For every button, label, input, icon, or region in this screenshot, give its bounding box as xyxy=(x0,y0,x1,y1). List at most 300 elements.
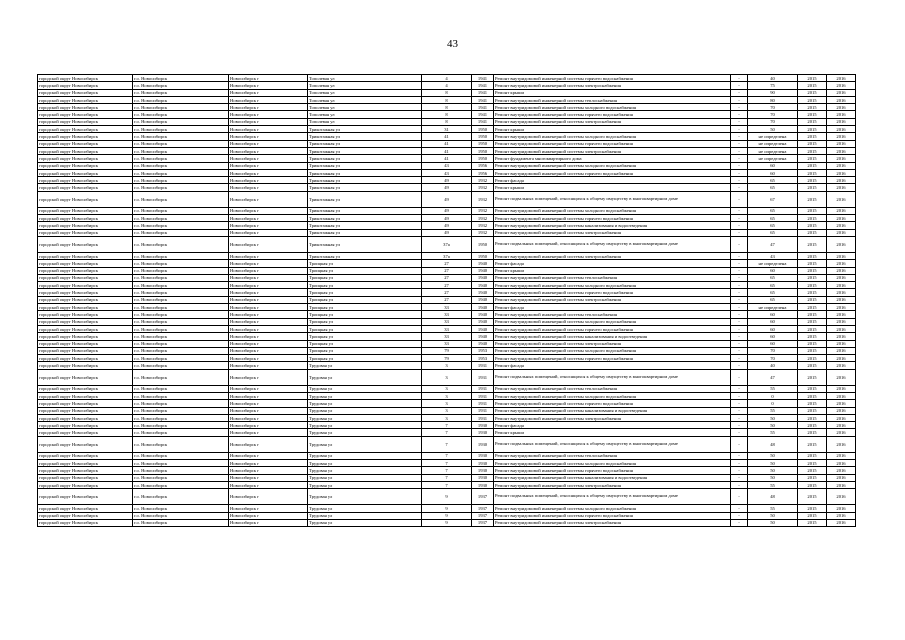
table-row xyxy=(38,118,856,125)
cell-year-end: 2016 xyxy=(827,392,856,399)
cell-year: 1953 xyxy=(472,347,494,354)
cell-year: 1956 xyxy=(472,169,494,176)
table-row xyxy=(38,111,856,118)
cell-okrug: городской округ Новосибирск xyxy=(38,111,133,118)
cell-year: 1941 xyxy=(472,118,494,125)
cell-house: 43 xyxy=(422,162,472,169)
cell-dash: - xyxy=(731,222,748,229)
cell-year-end: 2016 xyxy=(827,147,856,154)
table-row xyxy=(38,274,856,281)
cell-dash: - xyxy=(731,104,748,111)
cell-house: 7 xyxy=(422,452,472,459)
cell-year-end: 2016 xyxy=(827,140,856,147)
cell-district: г.о. Новосибирск xyxy=(133,505,229,512)
cell-city: Новосибирск г xyxy=(229,89,308,96)
cell-year-end: 2016 xyxy=(827,429,856,436)
cell-district: г.о. Новосибирск xyxy=(133,207,229,214)
cell-year-end: 2016 xyxy=(827,318,856,325)
cell-year-end: 2016 xyxy=(827,260,856,267)
cell-district: г.о. Новосибирск xyxy=(133,104,229,111)
cell-district: г.о. Новосибирск xyxy=(133,267,229,274)
cell-street: Трикотажная ул xyxy=(308,133,422,140)
cell-year: 1950 xyxy=(472,147,494,154)
table-row xyxy=(38,407,856,414)
cell-year-end: 2016 xyxy=(827,362,856,369)
cell-okrug: городской округ Новосибирск xyxy=(38,311,133,318)
cell-city: Новосибирск г xyxy=(229,155,308,162)
cell-year-end: 2016 xyxy=(827,467,856,474)
cell-house: 3 xyxy=(422,385,472,392)
cell-year-end: 2016 xyxy=(827,274,856,281)
cell-dash: - xyxy=(731,282,748,289)
cell-city: Новосибирск г xyxy=(229,140,308,147)
cell-house: 9 xyxy=(422,505,472,512)
cell-street: Трикотажная ул xyxy=(308,191,422,207)
cell-city: Новосибирск г xyxy=(229,333,308,340)
cell-value: 40 xyxy=(748,75,798,82)
cell-city: Новосибирск г xyxy=(229,191,308,207)
cell-value: 65 xyxy=(748,177,798,184)
cell-year-end: 2016 xyxy=(827,155,856,162)
cell-dash: - xyxy=(731,392,748,399)
cell-year-end: 2016 xyxy=(827,452,856,459)
cell-value: 60 xyxy=(748,325,798,332)
cell-year-end: 2016 xyxy=(827,311,856,318)
cell-year: 1940 xyxy=(472,311,494,318)
cell-year: 1932 xyxy=(472,222,494,229)
cell-work-type: Ремонт подвальных помещений, относящихся к общему имуществу в многоквартирном доме xyxy=(494,191,731,207)
cell-year-end: 2016 xyxy=(827,505,856,512)
cell-year-start: 2015 xyxy=(798,414,827,421)
cell-okrug: городской округ Новосибирск xyxy=(38,75,133,82)
cell-street: Трудовая ул xyxy=(308,505,422,512)
cell-year-start: 2015 xyxy=(798,222,827,229)
cell-year: 1937 xyxy=(472,489,494,505)
cell-work-type: Ремонт внутридомовой инженерной системы горячего водоснабжения xyxy=(494,355,731,362)
cell-house: 3 xyxy=(422,392,472,399)
cell-house: 27 xyxy=(422,260,472,267)
cell-house: 7 xyxy=(422,474,472,481)
cell-city: Новосибирск г xyxy=(229,362,308,369)
cell-street: Троицкая ул xyxy=(308,267,422,274)
cell-city: Новосибирск г xyxy=(229,429,308,436)
cell-year-start: 2015 xyxy=(798,355,827,362)
cell-dash: - xyxy=(731,414,748,421)
cell-okrug: городской округ Новосибирск xyxy=(38,452,133,459)
cell-street: Трудовая ул xyxy=(308,362,422,369)
cell-value: 60 xyxy=(748,333,798,340)
table-row xyxy=(38,452,856,459)
table-row xyxy=(38,133,856,140)
cell-house: 79 xyxy=(422,347,472,354)
cell-okrug: городской округ Новосибирск xyxy=(38,215,133,222)
cell-house: 33 xyxy=(422,311,472,318)
cell-work-type: Ремонт внутридомовой инженерной системы холодного водоснабжения xyxy=(494,318,731,325)
cell-house: 27 xyxy=(422,267,472,274)
cell-okrug: городской округ Новосибирск xyxy=(38,177,133,184)
cell-work-type: Ремонт внутридомовой инженерной системы горячего водоснабжения xyxy=(494,111,731,118)
cell-year-start: 2015 xyxy=(798,422,827,429)
cell-district: г.о. Новосибирск xyxy=(133,481,229,488)
cell-value: 50 xyxy=(748,460,798,467)
cell-house: 33 xyxy=(422,333,472,340)
cell-value: 50 xyxy=(748,452,798,459)
cell-house: 8 xyxy=(422,118,472,125)
cell-work-type: Ремонт крыши xyxy=(494,267,731,274)
cell-city: Новосибирск г xyxy=(229,392,308,399)
cell-house: 49 xyxy=(422,222,472,229)
cell-house: 9 xyxy=(422,512,472,519)
cell-work-type: Ремонт внутридомовой инженерной системы горячего водоснабжения xyxy=(494,467,731,474)
cell-year-end: 2016 xyxy=(827,104,856,111)
cell-year-start: 2015 xyxy=(798,133,827,140)
cell-year-end: 2016 xyxy=(827,340,856,347)
cell-okrug: городской округ Новосибирск xyxy=(38,252,133,259)
cell-work-type: Ремонт внутридомовой инженерной системы теплоснабжения xyxy=(494,452,731,459)
table-row xyxy=(38,512,856,519)
cell-value: 65 xyxy=(748,289,798,296)
cell-district: г.о. Новосибирск xyxy=(133,489,229,505)
cell-dash: - xyxy=(731,169,748,176)
cell-house: 3 xyxy=(422,407,472,414)
cell-house: 7 xyxy=(422,436,472,452)
cell-year-end: 2016 xyxy=(827,177,856,184)
cell-city: Новосибирск г xyxy=(229,311,308,318)
cell-house: 27 xyxy=(422,296,472,303)
cell-year-end: 2016 xyxy=(827,282,856,289)
cell-street: Трикотажная ул xyxy=(308,222,422,229)
cell-city: Новосибирск г xyxy=(229,282,308,289)
cell-district: г.о. Новосибирск xyxy=(133,184,229,191)
cell-work-type: Ремонт внутридомовой инженерной системы холодного водоснабжения xyxy=(494,282,731,289)
cell-dash: - xyxy=(731,333,748,340)
cell-dash: - xyxy=(731,289,748,296)
cell-street: Тополевая ул xyxy=(308,75,422,82)
cell-house: 33 xyxy=(422,325,472,332)
cell-year-end: 2016 xyxy=(827,82,856,89)
cell-year: 1940 xyxy=(472,333,494,340)
cell-year-start: 2015 xyxy=(798,126,827,133)
cell-value: 60 xyxy=(748,162,798,169)
cell-year-start: 2015 xyxy=(798,460,827,467)
cell-city: Новосибирск г xyxy=(229,474,308,481)
table-row xyxy=(38,104,856,111)
table-row xyxy=(38,296,856,303)
table-row xyxy=(38,325,856,332)
cell-year: 1932 xyxy=(472,177,494,184)
cell-value: 60 xyxy=(748,311,798,318)
table-row xyxy=(38,369,856,385)
cell-okrug: городской округ Новосибирск xyxy=(38,140,133,147)
table-row xyxy=(38,267,856,274)
cell-city: Новосибирск г xyxy=(229,325,308,332)
cell-okrug: городской округ Новосибирск xyxy=(38,489,133,505)
cell-year-end: 2016 xyxy=(827,355,856,362)
cell-okrug: городской округ Новосибирск xyxy=(38,505,133,512)
cell-district: г.о. Новосибирск xyxy=(133,519,229,526)
table-row xyxy=(38,177,856,184)
cell-work-type: Ремонт внутридомовой инженерной системы электроснабжения xyxy=(494,147,731,154)
cell-year-end: 2016 xyxy=(827,236,856,252)
cell-okrug: городской округ Новосибирск xyxy=(38,392,133,399)
cell-street: Трикотажная ул xyxy=(308,215,422,222)
cell-city: Новосибирск г xyxy=(229,126,308,133)
cell-dash: - xyxy=(731,252,748,259)
cell-work-type: Ремонт подвальных помещений, относящихся к общему имуществу в многоквартирном доме xyxy=(494,236,731,252)
cell-house: 27 xyxy=(422,282,472,289)
cell-okrug: городской округ Новосибирск xyxy=(38,519,133,526)
cell-year: 1940 xyxy=(472,289,494,296)
cell-city: Новосибирск г xyxy=(229,169,308,176)
cell-district: г.о. Новосибирск xyxy=(133,436,229,452)
cell-value: 0 xyxy=(748,392,798,399)
cell-house: 27 xyxy=(422,289,472,296)
table-row xyxy=(38,318,856,325)
cell-year-start: 2015 xyxy=(798,362,827,369)
table-row xyxy=(38,429,856,436)
table-row xyxy=(38,392,856,399)
cell-work-type: Ремонт внутридомовой инженерной системы горячего водоснабжения xyxy=(494,169,731,176)
cell-street: Трудовая ул xyxy=(308,436,422,452)
cell-work-type: Ремонт внутридомовой инженерной системы электроснабжения xyxy=(494,229,731,236)
cell-value: 48 xyxy=(748,436,798,452)
cell-work-type: Ремонт внутридомовой инженерной системы холодного водоснабжения xyxy=(494,460,731,467)
cell-dash: - xyxy=(731,325,748,332)
cell-house: 7 xyxy=(422,467,472,474)
cell-work-type: Ремонт фасада xyxy=(494,422,731,429)
cell-dash: - xyxy=(731,75,748,82)
cell-house: 79 xyxy=(422,355,472,362)
cell-city: Новосибирск г xyxy=(229,260,308,267)
cell-street: Трудовая ул xyxy=(308,481,422,488)
cell-house: 9 xyxy=(422,489,472,505)
cell-year-end: 2016 xyxy=(827,96,856,103)
cell-work-type: Ремонт фасада xyxy=(494,304,731,311)
cell-work-type: Ремонт крыши xyxy=(494,126,731,133)
cell-work-type: Ремонт внутридомовой инженерной системы горячего водоснабжения xyxy=(494,140,731,147)
cell-year-end: 2016 xyxy=(827,111,856,118)
table-row xyxy=(38,89,856,96)
cell-value: 65 xyxy=(748,296,798,303)
cell-city: Новосибирск г xyxy=(229,133,308,140)
cell-city: Новосибирск г xyxy=(229,422,308,429)
cell-value: 65 xyxy=(748,207,798,214)
cell-city: Новосибирск г xyxy=(229,369,308,385)
table-row xyxy=(38,96,856,103)
table-row xyxy=(38,311,856,318)
cell-value: не определена xyxy=(748,155,798,162)
cell-year: 1940 xyxy=(472,325,494,332)
cell-year-end: 2016 xyxy=(827,118,856,125)
cell-dash: - xyxy=(731,436,748,452)
cell-work-type: Ремонт внутридомовой инженерной системы холодного водоснабжения xyxy=(494,162,731,169)
cell-work-type: Ремонт внутридомовой инженерной системы электроснабжения xyxy=(494,82,731,89)
cell-year: 1932 xyxy=(472,191,494,207)
cell-okrug: городской округ Новосибирск xyxy=(38,407,133,414)
table-row xyxy=(38,207,856,214)
cell-work-type: Ремонт внутридомовой инженерной системы электроснабжения xyxy=(494,481,731,488)
capital-repair-table xyxy=(37,74,856,527)
cell-year-start: 2015 xyxy=(798,236,827,252)
cell-value: 55 xyxy=(748,429,798,436)
cell-city: Новосибирск г xyxy=(229,118,308,125)
table-row xyxy=(38,460,856,467)
cell-okrug: городской округ Новосибирск xyxy=(38,155,133,162)
cell-okrug: городской округ Новосибирск xyxy=(38,333,133,340)
cell-dash: - xyxy=(731,369,748,385)
cell-city: Новосибирск г xyxy=(229,162,308,169)
cell-work-type: Ремонт подвальных помещений, относящихся к общему имуществу в многоквартирном доме xyxy=(494,436,731,452)
cell-year: 1937 xyxy=(472,505,494,512)
cell-year-start: 2015 xyxy=(798,147,827,154)
cell-year-start: 2015 xyxy=(798,400,827,407)
cell-year: 1940 xyxy=(472,282,494,289)
cell-district: г.о. Новосибирск xyxy=(133,407,229,414)
cell-work-type: Ремонт внутридомовой инженерной системы канализования и водоотведения xyxy=(494,474,731,481)
cell-work-type: Ремонт крыши xyxy=(494,429,731,436)
cell-year-end: 2016 xyxy=(827,169,856,176)
cell-year-start: 2015 xyxy=(798,474,827,481)
cell-district: г.о. Новосибирск xyxy=(133,274,229,281)
table-row xyxy=(38,400,856,407)
cell-year-end: 2016 xyxy=(827,184,856,191)
cell-city: Новосибирск г xyxy=(229,347,308,354)
cell-okrug: городской округ Новосибирск xyxy=(38,229,133,236)
cell-okrug: городской округ Новосибирск xyxy=(38,260,133,267)
cell-year: 1931 xyxy=(472,392,494,399)
cell-work-type: Ремонт внутридомовой инженерной системы холодного водоснабжения xyxy=(494,207,731,214)
cell-city: Новосибирск г xyxy=(229,355,308,362)
cell-value: 40 xyxy=(748,362,798,369)
cell-year-start: 2015 xyxy=(798,340,827,347)
cell-dash: - xyxy=(731,467,748,474)
cell-city: Новосибирск г xyxy=(229,296,308,303)
cell-dash: - xyxy=(731,452,748,459)
cell-okrug: городской округ Новосибирск xyxy=(38,467,133,474)
cell-year: 1930 xyxy=(472,474,494,481)
cell-district: г.о. Новосибирск xyxy=(133,304,229,311)
cell-value: не определена xyxy=(748,140,798,147)
cell-value: 65 xyxy=(748,282,798,289)
cell-dash: - xyxy=(731,126,748,133)
cell-year-start: 2015 xyxy=(798,333,827,340)
table-row xyxy=(38,289,856,296)
cell-year: 1937 xyxy=(472,519,494,526)
cell-city: Новосибирск г xyxy=(229,400,308,407)
cell-street: Трудовая ул xyxy=(308,512,422,519)
cell-year-end: 2016 xyxy=(827,267,856,274)
cell-city: Новосибирск г xyxy=(229,452,308,459)
cell-okrug: городской округ Новосибирск xyxy=(38,429,133,436)
cell-year: 1953 xyxy=(472,355,494,362)
cell-street: Трудовая ул xyxy=(308,407,422,414)
cell-city: Новосибирск г xyxy=(229,519,308,526)
cell-district: г.о. Новосибирск xyxy=(133,392,229,399)
cell-house: 33 xyxy=(422,304,472,311)
cell-year-start: 2015 xyxy=(798,155,827,162)
cell-year-start: 2015 xyxy=(798,96,827,103)
cell-house: 49 xyxy=(422,191,472,207)
cell-district: г.о. Новосибирск xyxy=(133,355,229,362)
cell-district: г.о. Новосибирск xyxy=(133,133,229,140)
cell-district: г.о. Новосибирск xyxy=(133,512,229,519)
cell-work-type: Ремонт внутридомовой инженерной системы горячего водоснабжения xyxy=(494,512,731,519)
cell-house: 7 xyxy=(422,429,472,436)
cell-street: Трикотажная ул xyxy=(308,229,422,236)
cell-okrug: городской округ Новосибирск xyxy=(38,474,133,481)
cell-year: 1950 xyxy=(472,126,494,133)
table-row xyxy=(38,333,856,340)
cell-value: 60 xyxy=(748,267,798,274)
cell-street: Трикотажная ул xyxy=(308,140,422,147)
cell-year: 1930 xyxy=(472,436,494,452)
cell-year-end: 2016 xyxy=(827,347,856,354)
cell-street: Трудовая ул xyxy=(308,429,422,436)
cell-year-start: 2015 xyxy=(798,191,827,207)
cell-dash: - xyxy=(731,400,748,407)
cell-district: г.о. Новосибирск xyxy=(133,333,229,340)
cell-work-type: Ремонт внутридомовой инженерной системы теплоснабжения xyxy=(494,311,731,318)
cell-year: 1932 xyxy=(472,229,494,236)
cell-house: 3 xyxy=(422,414,472,421)
cell-year: 1931 xyxy=(472,414,494,421)
cell-work-type: Ремонт крыши xyxy=(494,89,731,96)
cell-dash: - xyxy=(731,385,748,392)
cell-house: 49 xyxy=(422,177,472,184)
cell-city: Новосибирск г xyxy=(229,414,308,421)
cell-value: 65 xyxy=(748,222,798,229)
cell-dash: - xyxy=(731,481,748,488)
cell-work-type: Ремонт внутридомовой инженерной системы канализования и водоотведения xyxy=(494,333,731,340)
cell-district: г.о. Новосибирск xyxy=(133,474,229,481)
cell-work-type: Ремонт внутридомовой инженерной системы электроснабжения xyxy=(494,414,731,421)
cell-year-start: 2015 xyxy=(798,512,827,519)
cell-city: Новосибирск г xyxy=(229,252,308,259)
cell-year-start: 2015 xyxy=(798,260,827,267)
cell-value: 70 xyxy=(748,355,798,362)
cell-year-end: 2016 xyxy=(827,191,856,207)
cell-year: 1950 xyxy=(472,236,494,252)
cell-city: Новосибирск г xyxy=(229,222,308,229)
cell-city: Новосибирск г xyxy=(229,505,308,512)
cell-year-start: 2015 xyxy=(798,282,827,289)
cell-year-start: 2015 xyxy=(798,296,827,303)
cell-district: г.о. Новосибирск xyxy=(133,96,229,103)
cell-okrug: городской округ Новосибирск xyxy=(38,222,133,229)
cell-dash: - xyxy=(731,82,748,89)
cell-dash: - xyxy=(731,96,748,103)
cell-year-start: 2015 xyxy=(798,252,827,259)
cell-dash: - xyxy=(731,429,748,436)
cell-city: Новосибирск г xyxy=(229,267,308,274)
cell-year: 1931 xyxy=(472,407,494,414)
table-body xyxy=(38,75,856,527)
cell-year-end: 2016 xyxy=(827,289,856,296)
cell-house: 41 xyxy=(422,133,472,140)
table-row xyxy=(38,467,856,474)
cell-okrug: городской округ Новосибирск xyxy=(38,304,133,311)
cell-work-type: Ремонт внутридомовой инженерной системы электроснабжения xyxy=(494,296,731,303)
cell-district: г.о. Новосибирск xyxy=(133,414,229,421)
cell-year-end: 2016 xyxy=(827,436,856,452)
table-row xyxy=(38,489,856,505)
cell-year-end: 2016 xyxy=(827,400,856,407)
cell-year-start: 2015 xyxy=(798,407,827,414)
cell-value: 50 xyxy=(748,474,798,481)
cell-dash: - xyxy=(731,140,748,147)
cell-value: 55 xyxy=(748,385,798,392)
cell-year-end: 2016 xyxy=(827,229,856,236)
